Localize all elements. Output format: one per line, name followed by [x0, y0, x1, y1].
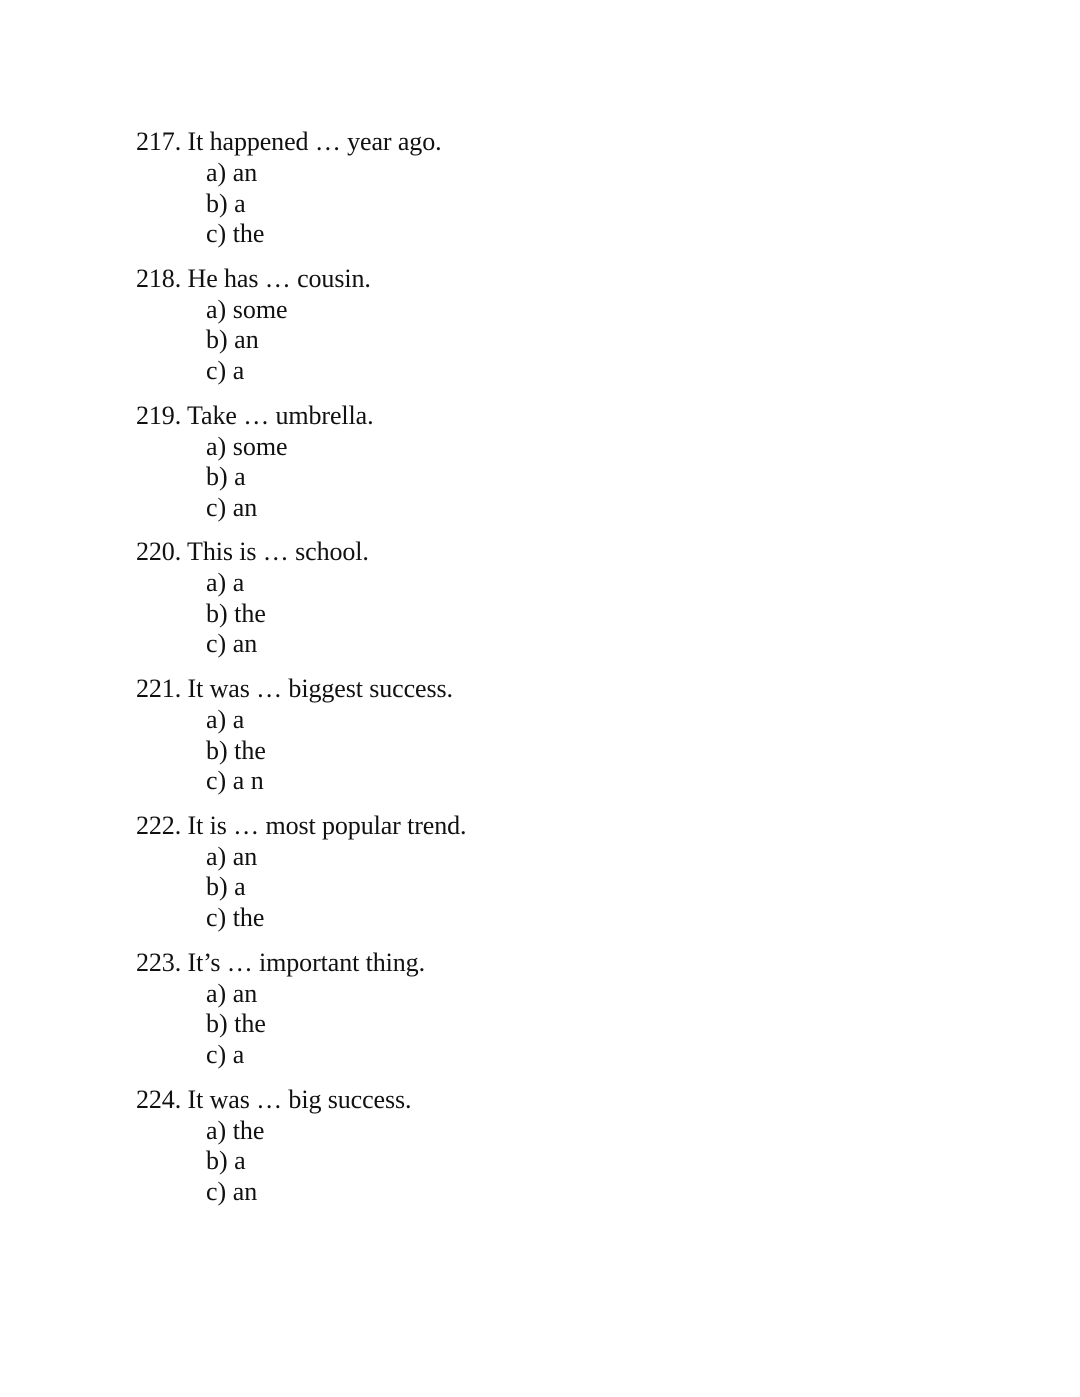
- option-text: some: [232, 294, 288, 324]
- option-c: [206, 1040, 936, 1071]
- option-text: the: [232, 219, 265, 248]
- option-b: [206, 462, 936, 493]
- option-text: an: [232, 841, 258, 871]
- option-label: a): [206, 705, 227, 735]
- option-label: c): [206, 1039, 227, 1069]
- option-text: the: [234, 598, 266, 628]
- option-label: c): [206, 492, 227, 522]
- option-c: [206, 903, 936, 934]
- question-222: [136, 810, 936, 947]
- option-label: b): [206, 735, 228, 765]
- option-list: [206, 1116, 936, 1208]
- option-b: [206, 1009, 936, 1040]
- option-label: c): [206, 355, 227, 385]
- option-list: [206, 158, 936, 250]
- question-number: 220.: [136, 537, 182, 567]
- option-a: [206, 568, 936, 599]
- option-label: c): [206, 629, 227, 659]
- option-a: [206, 295, 936, 326]
- option-list: [206, 432, 936, 524]
- option-text: some: [232, 431, 288, 461]
- option-a: [206, 842, 936, 873]
- question-number: 222.: [136, 810, 182, 840]
- option-text: a: [232, 705, 245, 735]
- option-a: [206, 158, 936, 189]
- question-text: It’s … important thing.: [187, 947, 425, 977]
- option-text: the: [232, 902, 265, 932]
- option-label: c): [206, 219, 227, 248]
- option-text: an: [232, 492, 258, 522]
- question-221: [136, 673, 936, 810]
- question-number: 219.: [136, 400, 182, 430]
- question-prompt: [136, 263, 936, 295]
- option-text: an: [234, 325, 259, 355]
- question-number: 218.: [136, 263, 182, 293]
- question-text: It happened … year ago.: [187, 127, 442, 156]
- option-text: a: [234, 462, 246, 492]
- option-label: c): [206, 902, 227, 932]
- question-text: He has … cousin.: [187, 263, 371, 293]
- option-b: [206, 872, 936, 903]
- question-text: This is … school.: [187, 537, 369, 567]
- option-label: b): [206, 188, 228, 218]
- option-text: a: [232, 355, 245, 385]
- option-c: [206, 766, 936, 797]
- question-217: [136, 126, 936, 263]
- option-a: [206, 705, 936, 736]
- option-label: c): [206, 1176, 227, 1206]
- option-label: b): [206, 325, 228, 355]
- option-b: [206, 599, 936, 630]
- option-text: an: [232, 629, 258, 659]
- question-prompt: [136, 1084, 936, 1116]
- option-text: the: [232, 1115, 265, 1145]
- option-text: an: [232, 1176, 258, 1206]
- option-c: [206, 493, 936, 524]
- option-list: [206, 705, 936, 797]
- option-label: b): [206, 598, 228, 628]
- question-text: Take … umbrella.: [187, 400, 374, 430]
- option-label: a): [206, 158, 227, 187]
- option-list: [206, 979, 936, 1071]
- option-text: the: [234, 1009, 266, 1039]
- option-text: a: [234, 872, 246, 902]
- question-list: [136, 126, 936, 1220]
- question-number: 221.: [136, 674, 182, 704]
- option-a: [206, 979, 936, 1010]
- question-219: [136, 400, 936, 537]
- option-text: an: [232, 158, 258, 187]
- option-list: [206, 842, 936, 934]
- option-text: a: [234, 1146, 246, 1176]
- option-text: the: [234, 735, 266, 765]
- question-prompt: [136, 947, 936, 979]
- option-c: [206, 356, 936, 387]
- option-c: [206, 1177, 936, 1208]
- option-label: c): [206, 766, 227, 796]
- option-label: b): [206, 1146, 228, 1176]
- option-a: [206, 432, 936, 463]
- question-prompt: [136, 810, 936, 842]
- option-label: b): [206, 1009, 228, 1039]
- question-prompt: [136, 126, 936, 158]
- option-c: [206, 629, 936, 660]
- question-223: [136, 947, 936, 1084]
- option-label: a): [206, 841, 227, 871]
- question-prompt: [136, 400, 936, 432]
- question-text: It was … big success.: [187, 1084, 412, 1114]
- option-list: [206, 295, 936, 387]
- option-label: a): [206, 431, 227, 461]
- option-b: [206, 325, 936, 356]
- option-b: [206, 189, 936, 220]
- option-list: [206, 568, 936, 660]
- option-text: an: [232, 978, 258, 1008]
- option-b: [206, 736, 936, 767]
- option-label: a): [206, 294, 227, 324]
- question-number: 224.: [136, 1084, 182, 1114]
- question-prompt: [136, 673, 936, 705]
- question-text: It was … biggest success.: [187, 674, 453, 704]
- option-a: [206, 1116, 936, 1147]
- option-label: a): [206, 568, 227, 598]
- option-label: b): [206, 462, 228, 492]
- option-label: a): [206, 1115, 227, 1145]
- question-224: [136, 1084, 936, 1221]
- option-c: [206, 219, 936, 250]
- question-prompt: [136, 536, 936, 568]
- option-label: b): [206, 872, 228, 902]
- option-text: a n: [232, 766, 264, 796]
- option-b: [206, 1146, 936, 1177]
- option-text: a: [234, 188, 246, 218]
- option-text: a: [232, 1039, 245, 1069]
- question-number: 217.: [136, 127, 182, 156]
- question-218: [136, 263, 936, 400]
- option-text: a: [232, 568, 245, 598]
- question-text: It is … most popular trend.: [187, 810, 467, 840]
- question-220: [136, 536, 936, 673]
- question-number: 223.: [136, 947, 182, 977]
- option-label: a): [206, 978, 227, 1008]
